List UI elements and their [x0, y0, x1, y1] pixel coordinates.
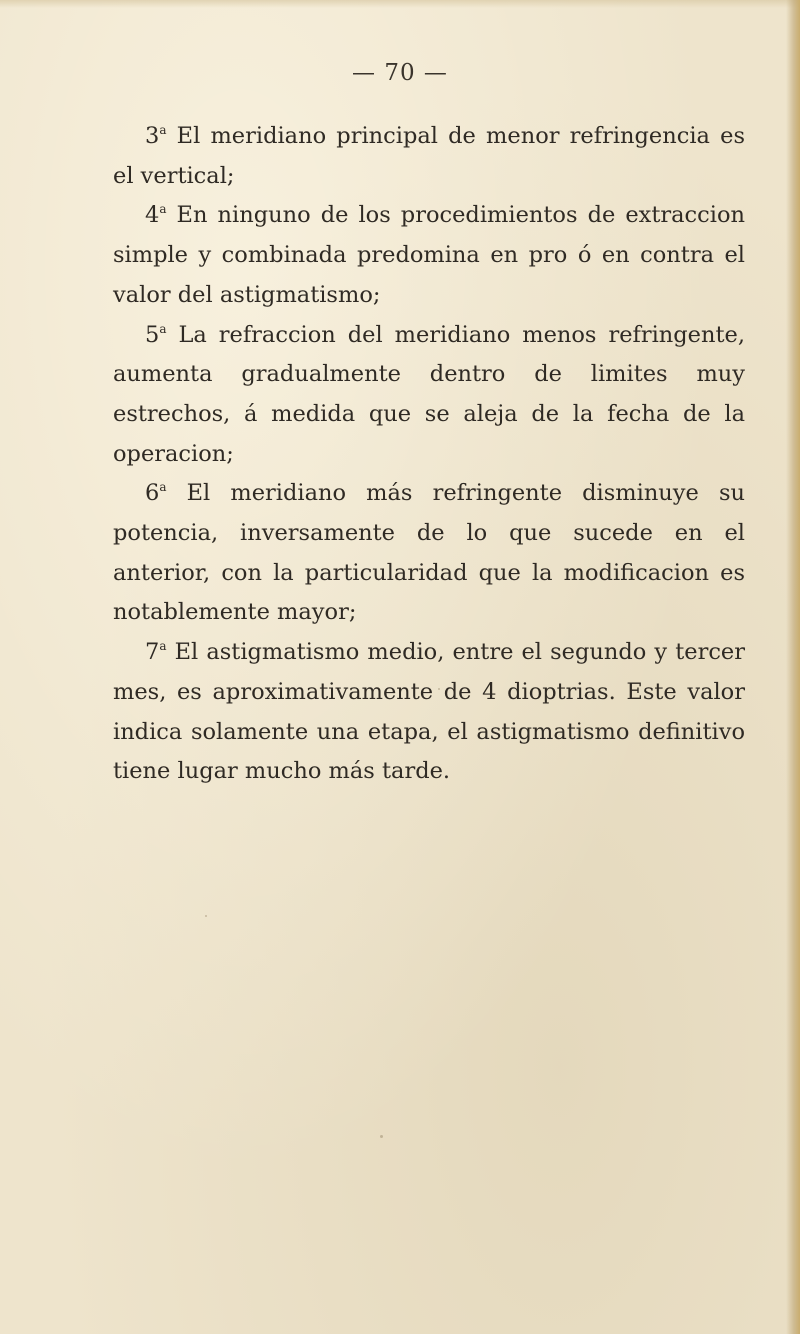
- paper-speck: [380, 1135, 383, 1138]
- paragraph-4: [113, 196, 745, 315]
- paper-speck: [438, 688, 440, 690]
- paragraph-text: En ninguno de los procedimientos de extraccion simple y combinada predomina en pro ó en contra el valor del astigmatismo;: [113, 202, 745, 308]
- paragraph-text: La refraccion del meridiano menos refringente, aumenta gradualmente dentro de limites muy estrechos, á medida que se aleja de la fecha de la operacion;: [113, 321, 745, 467]
- paragraph-text: El astigmatismo medio, entre el segundo y tercer mes, es aproximativamente de 4 dioptrias. Este valor indica solamente una etapa, el astigmatismo definitivo tiene lugar mucho más tarde.: [113, 639, 745, 785]
- item-number: 5$^a$: [145, 321, 167, 348]
- item-number: 3$^a$: [145, 123, 167, 149]
- paragraph-text: El meridiano más refringente disminuye su potencia, inversamente de lo que sucede en el anterior, con la particularidad que la modificacion es notablemente mayor;: [113, 480, 745, 626]
- text-block: [113, 117, 745, 792]
- item-number: 6$^a$: [145, 480, 167, 507]
- paragraph-3: [113, 117, 745, 196]
- paragraph-6: [113, 474, 745, 633]
- paragraph-text: El meridiano principal de menor refringencia es el vertical;: [113, 123, 745, 189]
- page-top-edge: [0, 0, 800, 8]
- item-number: 7$^a$: [145, 639, 167, 666]
- item-number: 4$^a$: [145, 202, 167, 229]
- paragraph-7: [113, 633, 745, 792]
- page-number: — 70 —: [352, 60, 448, 86]
- page-right-edge: [786, 0, 800, 1334]
- paragraph-5: [113, 316, 745, 475]
- paper-speck: [205, 915, 207, 917]
